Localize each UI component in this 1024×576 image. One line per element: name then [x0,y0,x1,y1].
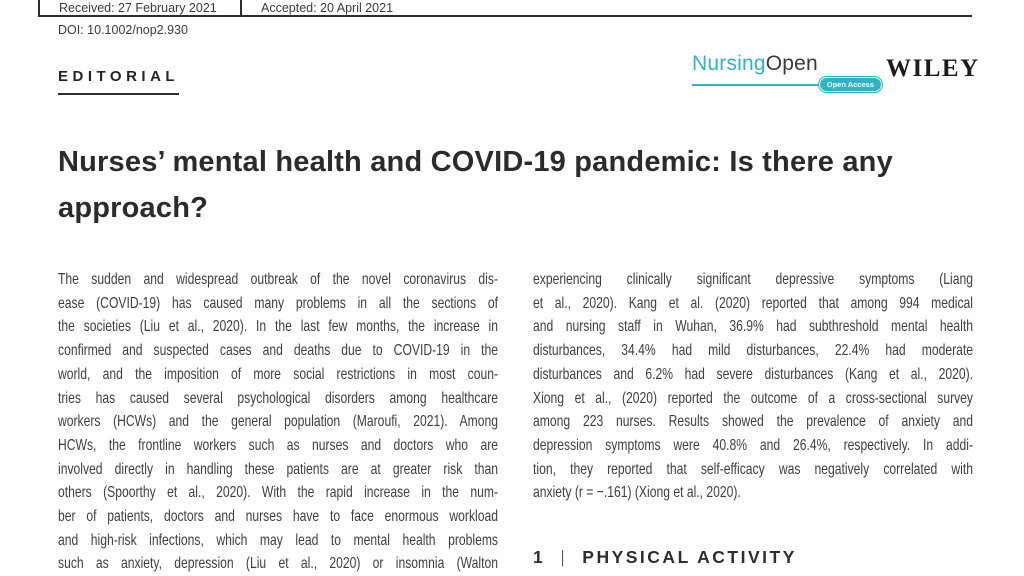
text-line: disturbances and 6.2% had severe disturbances (Kang et al., 2020). [533,365,973,383]
doi-text: DOI: 10.1002/nop2.930 [58,23,188,37]
article-title [58,139,893,231]
accepted-date: Accepted: 20 April 2021 [261,0,394,15]
journal-name-open: Open [765,52,818,75]
teal-rule [692,84,822,86]
text-line: HCWs, the frontline workers such as nurses and doctors who are [58,436,498,454]
text-line: tion, they reported that self-efficacy was negatively correlated with [533,460,973,478]
section-heading [533,547,797,568]
open-access-badge: Open Access [819,77,882,92]
text-line: others (Spoorthy et al., 2020). With the rapid increase in the num- [58,484,498,502]
text-line: involved directly in handling these patients are at greater risk than [58,460,498,478]
text-line: ber of patients, doctors and nurses have to face enormous workload [58,508,498,526]
text-line: The sudden and widespread outbreak of the novel coronavirus dis- [58,271,498,288]
right-column-text [533,268,973,505]
text-line: confirmed and suspected cases and deaths due to COVID-19 in the [58,342,498,360]
section-title: PHYSICAL ACTIVITY [582,547,797,567]
journal-name [692,53,882,75]
section-separator: | [561,547,567,567]
text-line: Xiong et al., (2020) reported the outcome of a cross-sectional survey [533,389,973,407]
text-line: ease (COVID-19) has caused many problems in all the sections of [58,294,498,312]
text-line: disturbances, 34.4% had mild disturbances, 22.4% had moderate [533,342,973,360]
received-date: Received: 27 February 2021 [59,0,217,15]
text-line: experiencing clinically significant depressive symptoms (Liang [533,271,973,288]
text-line: among 223 nurses. Results showed the prevalence of anxiety and [533,413,973,431]
text-line: such as anxiety, depression (Liu et al., 2020) or insomnia (Walton [58,555,498,573]
publisher-wordmark: WILEY [886,55,980,82]
text-line: tries has caused several psychological disorders among healthcare [58,389,498,407]
article-type-label: EDITORIAL [58,68,179,95]
text-line: world, and the imposition of more social restrictions in most coun- [58,365,498,383]
text-line: depression symptoms were 40.8% and 26.4%, respectively. In addi- [533,436,973,454]
text-line: et al., 2020). Kang et al. (2020) reported that among 994 medical [533,294,973,312]
left-column-text [58,268,498,576]
journal-name-nursing: Nursing [692,52,766,75]
text-line: anxiety (r = −.161) (Xiong et al., 2020). [533,484,741,502]
text-line: workers (HCWs) and the general population (Maroufi, 2021). Among [58,413,498,431]
received-accepted-row [38,0,972,17]
text-line: the societies (Liu et al., 2020). In the last few months, the increase in [58,318,498,336]
section-number: 1 [533,547,546,567]
text-line: and nursing staff in Wuhan, 36.9% had subthreshold mental health [533,318,973,336]
text-line: and high-risk infections, which may lead to mental health problems [58,531,498,549]
journal-logo [692,53,882,92]
text-line: approach? [58,192,209,224]
text-line: Nurses’ mental health and COVID-19 pandemic: Is there any [58,146,893,178]
journal-logo-rule [692,77,882,92]
